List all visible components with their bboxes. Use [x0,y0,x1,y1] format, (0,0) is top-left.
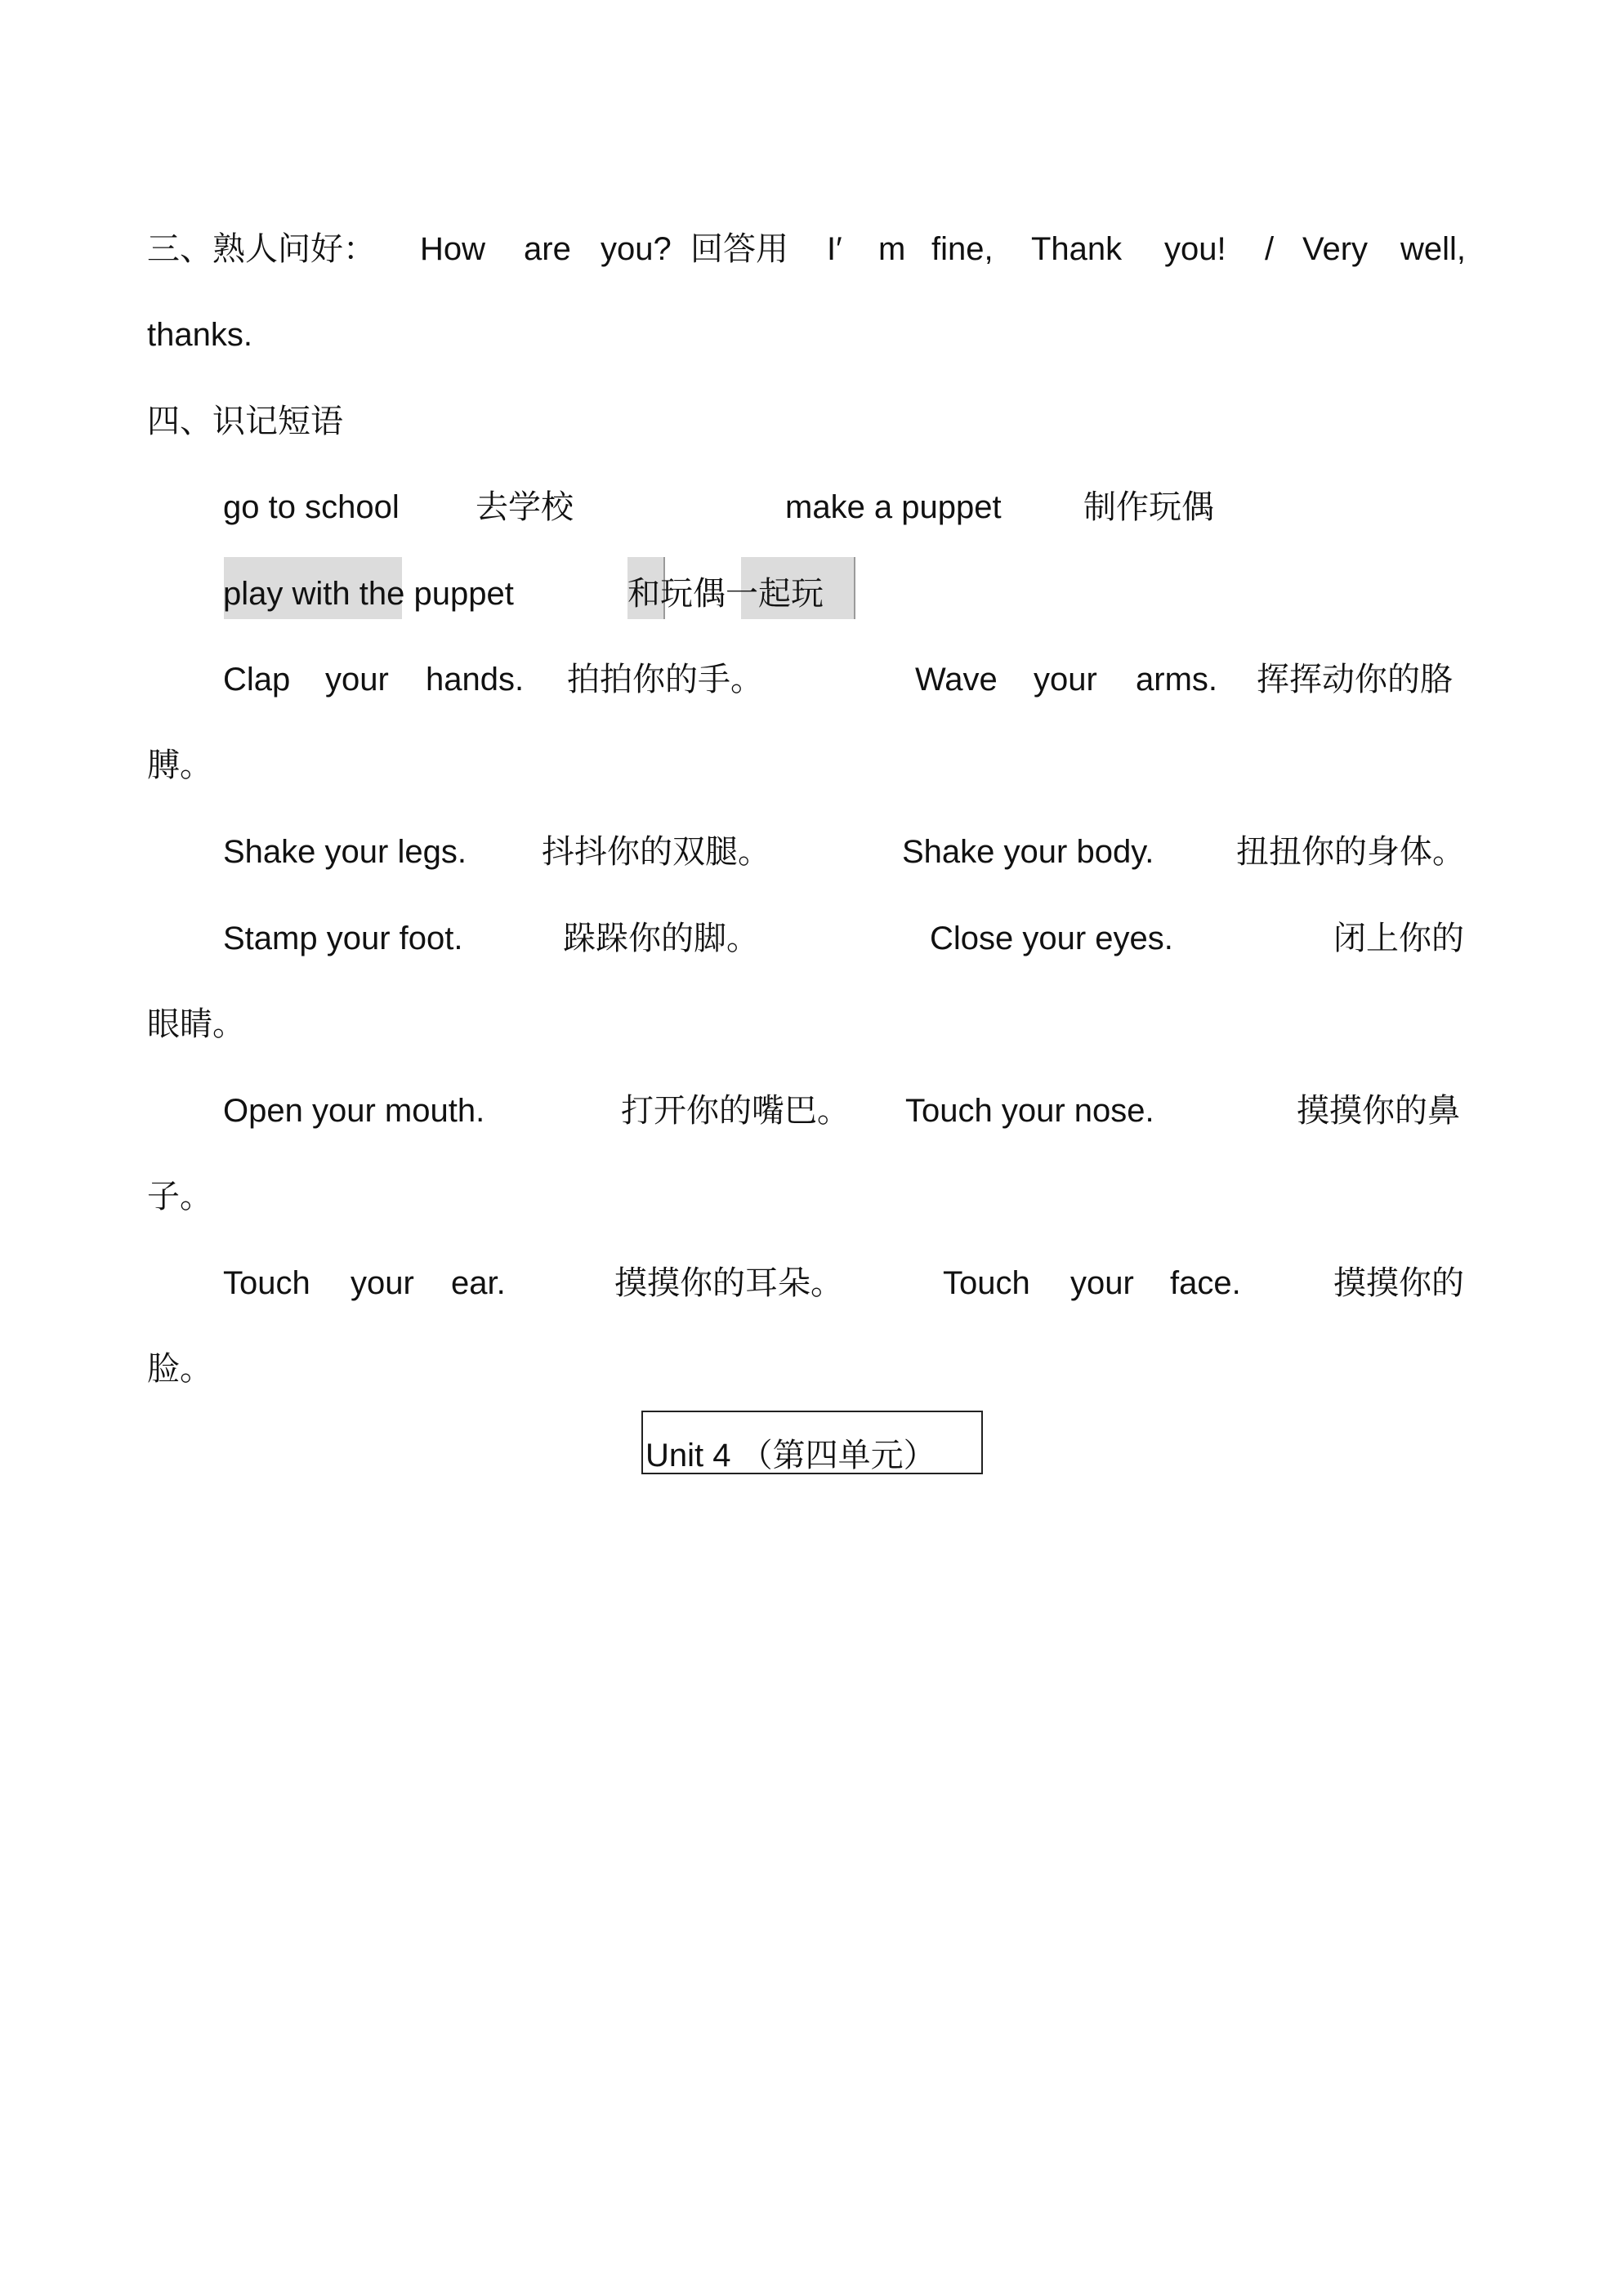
phrases-heading: 四、识记短语 [147,403,343,439]
phrase-zh: 和玩偶一起玩 [627,576,824,612]
command-word: your [1034,662,1097,698]
command-zh: 挥挥动你的胳 [1257,662,1453,698]
command-word: your [351,1265,414,1301]
command-word: Wave [915,662,998,698]
command-word: your [1070,1265,1134,1301]
greeting-word: well, [1400,231,1467,267]
command-word: Touch [943,1265,1030,1301]
command-zh: 跺跺你的脚。 [563,921,759,956]
command-en: Stamp your foot. [223,921,463,956]
greeting-word: fine, [931,231,994,267]
phrase-en: make a puppet [785,489,1002,525]
unit-title: Unit 4 （第四单元） [645,1438,936,1473]
greeting-word: are [524,231,571,267]
command-en: Open your mouth. [223,1093,485,1129]
phrase-en: play with the puppet [223,576,514,612]
command-zh: 拍拍你的手。 [567,662,763,698]
greeting-word: / [1265,231,1275,267]
command-zh: 眼睛。 [147,1006,245,1042]
greeting-word: Thank [1031,231,1123,267]
phrase-en: go to school [223,489,400,525]
greeting-word: 回答用 [690,231,788,267]
greeting-word: Very [1302,231,1369,267]
command-word: Touch [223,1265,310,1301]
command-zh: 脸。 [147,1351,212,1387]
greeting-word: How [420,231,486,267]
greeting-word: you! [1164,231,1226,267]
greeting-word: thanks. [147,317,252,353]
command-word: arms. [1136,662,1217,698]
command-word: your [325,662,389,698]
command-zh: 扭扭你的身体。 [1236,834,1465,870]
command-en: Close your eyes. [930,921,1173,956]
command-zh: 打开你的嘴巴。 [621,1093,850,1129]
greeting-word: m [878,231,906,267]
phrase-zh: 制作玩偶 [1083,489,1214,525]
greeting-heading: 三、熟人问好： [147,231,376,267]
greeting-word: I′ [827,231,842,267]
command-zh: 膊。 [147,747,212,783]
command-zh: 摸摸你的 [1333,1265,1464,1301]
greeting-word: you? [601,231,672,267]
command-en: Shake your body. [902,834,1154,870]
command-word: face. [1170,1265,1241,1301]
command-word: Clap [223,662,291,698]
command-zh: 子。 [147,1179,212,1215]
command-zh: 摸摸你的鼻 [1297,1093,1460,1129]
command-zh: 摸摸你的耳朵。 [614,1265,843,1301]
phrase-zh: 去学校 [476,489,574,525]
command-en: Shake your legs. [223,834,467,870]
command-word: hands. [426,662,525,698]
command-word: ear. [451,1265,506,1301]
command-zh: 闭上你的 [1333,921,1464,956]
command-zh: 抖抖你的双腿。 [542,834,770,870]
command-en: Touch your nose. [905,1093,1154,1129]
